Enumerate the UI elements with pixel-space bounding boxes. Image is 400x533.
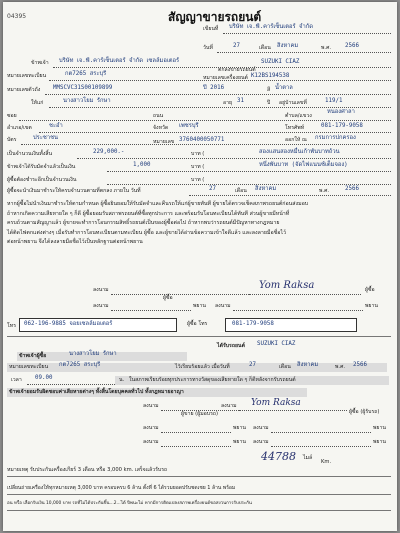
terms-line: ถ้าหากเกิดความเสียหายใด ๆ ก็ดี ผู้ซื้อยอมรับสภาพรถยนต์ที่ซื้อทุกประการ และพร้อมรับโอนทะเบียนได้ทันที ส่วนผู้ขายมีหน้าที่: [7, 210, 290, 217]
mileage-unit: Km.: [321, 459, 332, 465]
id-number-label: หมายเลข: [153, 139, 175, 145]
province-value: เพชรบุรี: [179, 123, 199, 129]
buyer-tel-value: 081-179-9058: [232, 321, 274, 327]
finance-label: ผู้ซื้อต้องชำระอีกเป็นจำนวนเงิน: [7, 177, 77, 183]
seller-prefix: ข้าพเจ้า: [31, 60, 49, 66]
page-title: สัญญาขายรถยนต์: [168, 10, 262, 24]
seller-name: บริษัท เจ.พี.คาร์เซ็นเตอร์ จำกัด เซลล์มอเตอร์: [59, 58, 180, 64]
road-line: [19, 120, 391, 121]
received-date-label: ไว้เรียบร้อยแล้ว เมื่อวันที่: [175, 364, 230, 370]
witness-role: พยาน: [193, 303, 206, 309]
color-label: สี: [267, 87, 271, 93]
receipt-heading-label: ได้รับรถยนต์: [217, 343, 245, 349]
chassis-value: MMSCVC31S00109899: [53, 85, 113, 91]
deposit-line: [107, 171, 391, 172]
terms-paragraph: [7, 200, 395, 248]
car-model: SUZUKI CIAZ: [261, 59, 300, 65]
buyer-line: [49, 107, 391, 108]
receipt-witness-sign-label-4: ลงนาม: [253, 439, 269, 445]
id-type: ประชาชน: [33, 135, 58, 141]
deposit-value: 1,000: [133, 162, 151, 168]
time-label: เวลา: [11, 377, 22, 383]
receipt-seller-role: ผู้ขาย (ผู้มอบรถ): [181, 411, 219, 417]
phone-value: 081-179-9058: [321, 123, 363, 129]
section-divider: [7, 336, 391, 337]
soi-label: ซอย: [7, 113, 17, 119]
total-unit: บาท (: [191, 151, 205, 157]
written-at-label: เขียนที่: [203, 26, 219, 32]
terms-line: ครบถ้วนตามสัญญาแล้ว ผู้ขายจะทำการโอนกรรมสิทธิ์รถยนต์เป็นของผู้ซื้อต่อไป ถ้าหากพบว่ารถยนต์มีปัญหาทางกฎหมาย: [7, 220, 280, 227]
district-value: ชะอำ: [49, 123, 63, 129]
written-at-line: [223, 33, 391, 34]
district-line: [39, 132, 391, 133]
total-line: [77, 158, 391, 159]
received-day: 27: [249, 362, 256, 368]
subdistrict-value: หนองศาลา: [327, 109, 355, 115]
received-year: 2566: [353, 362, 367, 368]
date-line: [217, 52, 391, 53]
buyer-sign-role-right: ผู้ซื้อ: [365, 287, 375, 293]
registration-year: ปี 2016: [203, 85, 225, 91]
time-unit: น.: [119, 377, 125, 383]
deposit-words: หนึ่งพันบาท (จัดไฟแนนซ์เต็มจอง): [259, 162, 348, 168]
buyer-sign-label: ลงนาม: [93, 287, 109, 293]
time-value: 09.00: [35, 375, 53, 381]
total-label: เป็นจำนวนเงินทั้งสิ้น: [7, 151, 53, 157]
receipt-heading-car: SUZUKI CIAZ: [257, 341, 296, 347]
address-value: 119/1: [325, 98, 343, 104]
seller-tel-value: 062-196-9885 จอยเซลล์มอเตอร์: [24, 321, 113, 327]
address-label: อยู่บ้านเลขที่: [279, 100, 307, 106]
date-year: 2566: [345, 43, 359, 49]
receiver-label: ข้าพเจ้าผู้ซื้อ: [19, 353, 47, 359]
receiver-signature: Yom Raksa: [251, 398, 301, 408]
year-label: พ.ศ.: [321, 45, 332, 51]
age-unit: ปี: [267, 100, 271, 106]
plate-label: หมายเลขทะเบียน: [7, 73, 47, 79]
date-month: สิงหาคม: [277, 43, 299, 49]
month-label: เดือน: [259, 45, 271, 51]
receipt-witness-role-4: พยาน: [373, 439, 386, 445]
receipt-sign-label-2: ลงนาม: [221, 403, 237, 409]
buyer-tel-box: [225, 318, 357, 332]
engine-value: K12BS194538: [251, 73, 290, 79]
date-day: 27: [233, 43, 240, 49]
deposit-label: ข้าพเจ้าได้รับมัดจำแล้วเป็นเงิน: [7, 164, 76, 170]
delivery-line: [189, 195, 391, 196]
receipt-plate-value: กต7265 สระบุรี: [59, 362, 101, 368]
receipt-witness-line-3: [161, 446, 231, 447]
buyer-sign-line: [111, 294, 261, 295]
contract-page: [3, 2, 397, 531]
delivery-year-label: พ.ศ.: [319, 188, 330, 194]
age-label: อายุ: [223, 100, 233, 106]
warranty-rule-3: [7, 510, 391, 511]
road-label: ถนน: [153, 113, 164, 119]
mileage-value: 44788: [261, 450, 296, 463]
terms-line: ต่อหน้าพยาน จึงได้ลงลายมือชื่อไว้เป็นหลักฐานต่อหน้าพยาน: [7, 239, 143, 246]
receipt-note-2: ข้าพเจ้ายอมรับผิดชอบค่าเสียหายต่างๆ ทั้งสิ้นโดยบุคคลทั่วไป ทั้งกฎหมายอาญา: [9, 389, 184, 395]
buyer-signature: Yom Raksa: [259, 280, 315, 291]
call-as-label: ตกลงขายรถยนต์: [218, 67, 256, 73]
province-label: จังหวัด: [153, 125, 169, 131]
district-label: อำเภอ/เขต: [7, 125, 32, 131]
warranty-rule-1: [7, 476, 391, 477]
received-month: สิงหาคม: [297, 362, 319, 368]
total-value: 229,000.-: [93, 149, 125, 155]
color-value: น้ำตาล: [275, 85, 293, 91]
receipt-witness-role-3: พยาน: [233, 439, 246, 445]
document-number: 04395: [7, 13, 27, 20]
issued-value: กรมการปกครอง: [315, 135, 356, 141]
receiver-name: นางสาวโยม รักษา: [69, 351, 117, 357]
witness-sign-label: ลงนาม: [93, 303, 109, 309]
warranty-line-1: หมายเหตุ รับประกันเครื่องเกียร์ 3 เดือน หรือ 3,000 km. เสร็จแล้วรับรถ: [7, 467, 168, 473]
receipt-buyer-line: [239, 410, 347, 411]
seller-tel-box: [19, 318, 177, 332]
finance-line: [107, 184, 391, 185]
buyer-sign-role: ผู้ซื้อ: [163, 295, 173, 301]
receipt-witness-sign-label: ลงนาม: [143, 425, 159, 431]
receipt-buyer-role: ผู้ซื้อ (ผู้รับรถ): [349, 409, 380, 415]
subdistrict-label: ตำบล/แขวง: [285, 113, 312, 119]
phone-label: โทรศัพท์: [285, 125, 305, 131]
delivery-year: 2566: [345, 186, 359, 192]
id-number-value: 3760400050771: [179, 137, 225, 143]
total-words: สองแสนสองหมื่นเก้าพันบาทถ้วน: [259, 149, 340, 155]
received-month-label: เดือน: [279, 364, 291, 370]
seller-tel-label: โทร: [7, 323, 16, 329]
receipt-witness-line-4: [271, 446, 371, 447]
issued-label: ออกให้ ณ: [285, 137, 307, 143]
receipt-witness-sign-label-3: ลงนาม: [143, 439, 159, 445]
engine-label: หมายเลขเครื่องยนต์: [203, 75, 248, 81]
deposit-unit: บาท (: [191, 164, 205, 170]
witness-sign-label-2: ลงนาม: [215, 303, 231, 309]
delivery-day: 27: [209, 186, 216, 192]
receipt-witness-role: พยาน: [233, 425, 246, 431]
mileage-label: ไมล์: [303, 455, 313, 461]
warranty-rule-2: [7, 494, 391, 495]
delivery-month-label: เดือน: [235, 188, 247, 194]
buyer-sign-line-right: [249, 294, 361, 295]
id-line: [21, 144, 391, 145]
time-line: [27, 384, 117, 385]
age-value: 31: [237, 98, 244, 104]
buyer-prefix: ให้แก่: [31, 100, 44, 106]
chassis-line: [45, 94, 391, 95]
delivery-month: สิงหาคม: [255, 186, 277, 192]
receipt-sign-label: ลงนาม: [143, 403, 159, 409]
receipt-witness-line: [161, 432, 231, 433]
buyer-tel-label: ผู้ซื้อ โทร: [187, 321, 208, 327]
witness-line-2: [233, 310, 363, 311]
receipt-note-1: ในสภาพเรียบร้อยทุกประการทางวัสดุของเสียหายใด ๆ ก็ดีหลังจากรับรถยนต์: [129, 377, 296, 383]
plate-value: กต7265 สระบุรี: [65, 71, 107, 77]
receipt-plate-label: หมายเลขทะเบียน: [9, 364, 49, 370]
finance-unit: บาท (: [191, 177, 205, 183]
receipt-witness-sign-label-2: ลงนาม: [253, 425, 269, 431]
written-at-value: บริษัท เจ.พี.คาร์เซ็นเตอร์ จำกัด: [229, 24, 313, 30]
witness-line: [111, 310, 191, 311]
chassis-label: หมายเลขตัวถัง: [7, 87, 41, 93]
warranty-line-3: อน หรือ เลือกรับเงิน 10,000 บาท รถที่ไม่ได้ประกันขึ้น...2...ได้ ปีพนะไม่ หากมีการติดแปลงสภาพเครื่องยนต์ขอสงวนการรับประกัน: [7, 501, 252, 506]
witness-role-2: พยาน: [365, 303, 378, 309]
buyer-name: นางสาวโยม รักษา: [63, 98, 111, 104]
terms-line: หากผู้ซื้อไม่นำเงินมาชำระให้ตามกำหนด ผู้ซื้อยินยอมให้รับมัดจำและคืนรถให้แก่ผู้ขายทันที ผู้ขายได้ตรวจเช็คสภาพรถยนต์ก่อนส่งมอบ: [7, 201, 309, 207]
receipt-witness-line-2: [271, 432, 371, 433]
id-label: บัตร: [7, 137, 17, 143]
delivery-label: ผู้ซื้อจะนำเงินมาชำระให้ครบจำนวนตามที่ตกลง ภายใน วันที่: [7, 188, 141, 194]
date-label: วันที่: [203, 45, 213, 51]
terms-line: ได้ติดไฟตกแต่งต่างๆ เมื่อรับทำการโอนทะเบียนตามทะเบียน ผู้ซื้อ และผู้ขายได้อ่านข้อความเข้าใจดีแล้ว และลงลายมือชื่อไว้: [7, 229, 287, 236]
warranty-line-2: เปลี่ยนถ่ายเครื่องให้ทุกหมายเหตุ 3,000 บาท ครอบครบ 6 ล้าน ตั้งที่ 6 ได้รวมยอดปรับชดเชย 1 ล้าน พร้อม: [7, 485, 236, 491]
received-year-label: พ.ศ.: [335, 364, 346, 370]
receipt-witness-role-2: พยาน: [373, 425, 386, 431]
